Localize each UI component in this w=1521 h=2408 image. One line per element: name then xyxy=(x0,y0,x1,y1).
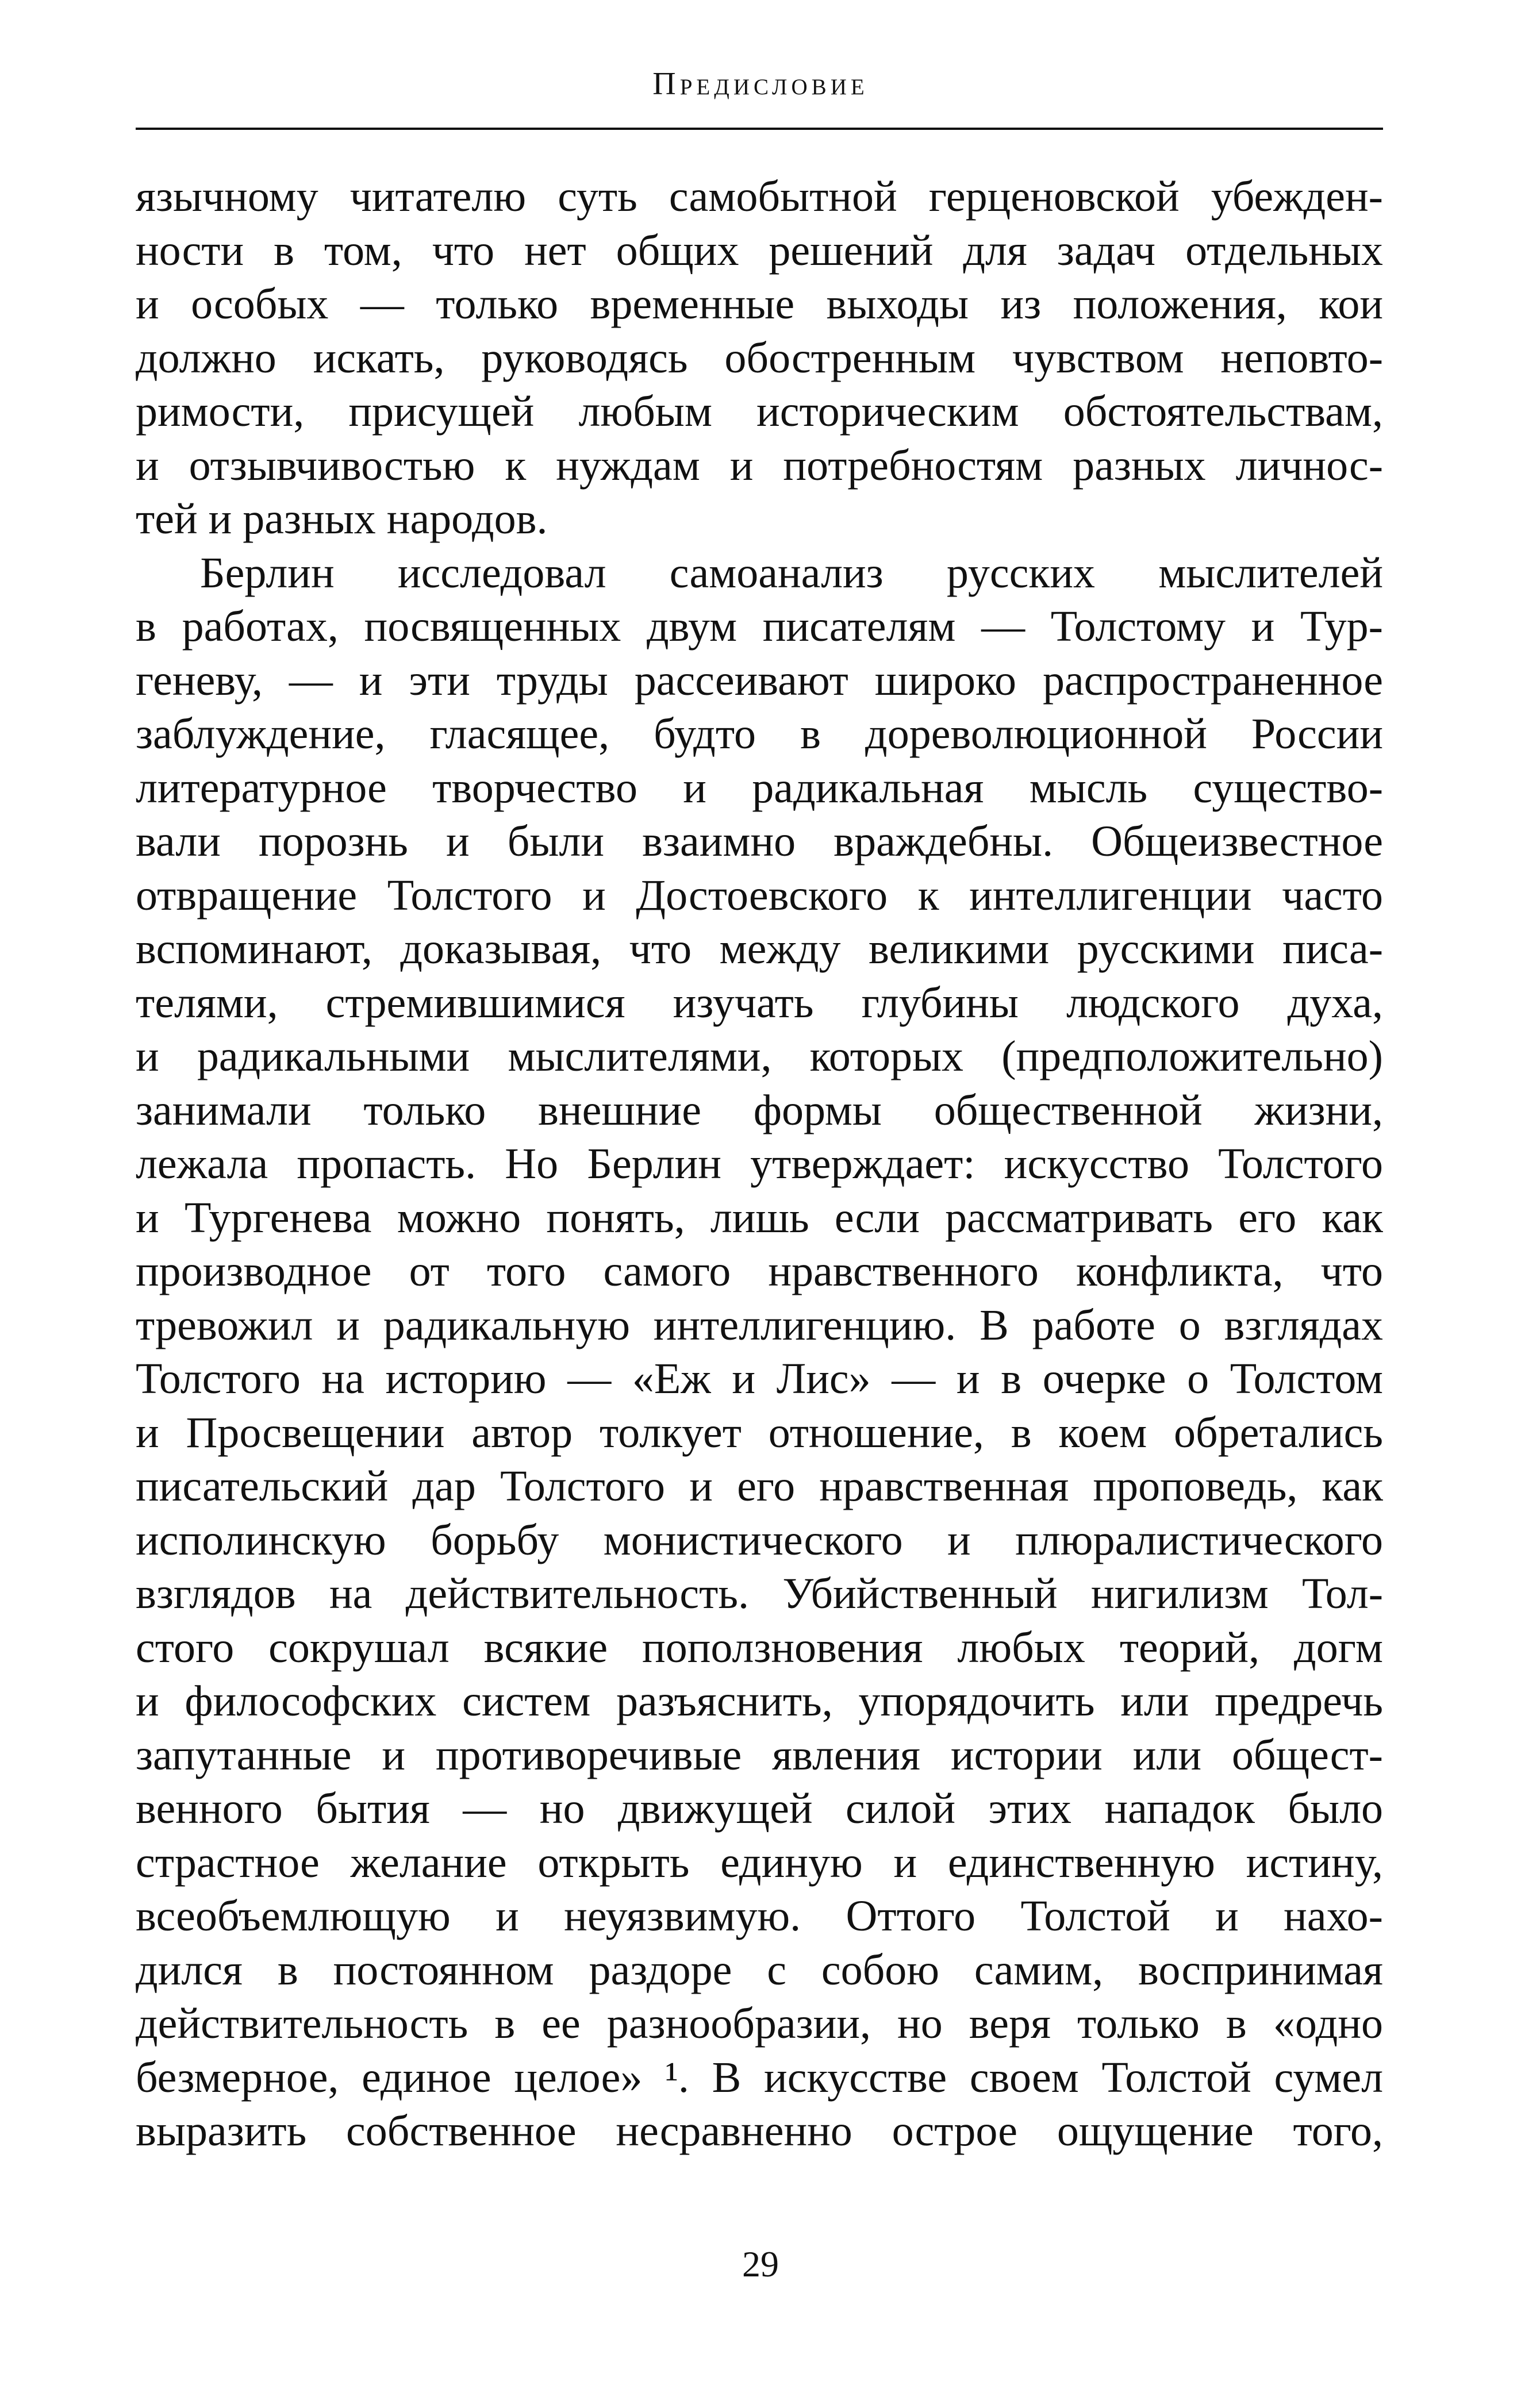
text-line: ности в том, что нет общих решений для задач отдельных xyxy=(136,226,1383,275)
text-line: в работах, посвященных двум писателям — Толстому и Тур- xyxy=(136,602,1383,651)
running-title: Предисловие xyxy=(652,66,869,102)
header-rule xyxy=(136,128,1383,130)
text-line: страстное желание открыть единую и единственную истину, xyxy=(136,1838,1383,1887)
text-line: всеобъемлющую и неуязвимую. Оттого Толстой и нахо- xyxy=(136,1892,1383,1940)
text-line: взглядов на действительность. Убийственный нигилизм Тол- xyxy=(136,1570,1383,1618)
text-line: и особых — только временные выходы из положения, кои xyxy=(136,280,1383,328)
text-line: римости, присущей любым историческим обстоятельствам, xyxy=(136,387,1383,436)
text-line: язычному читателю суть самобытной герценовской убежден- xyxy=(136,172,1383,221)
text-line: занимали только внешние формы общественной жизни, xyxy=(136,1086,1383,1134)
text-line: вспоминают, доказывая, что между великими русскими писа- xyxy=(136,925,1383,973)
text-line: и Тургенева можно понять, лишь если рассматривать его как xyxy=(136,1193,1383,1242)
text-line: тревожил и радикальную интеллигенцию. В работе о взглядах xyxy=(136,1301,1383,1349)
text-line: геневу, — и эти труды рассеивают широко распространенное xyxy=(136,656,1383,705)
text-line: производное от того самого нравственного конфликта, что xyxy=(136,1247,1383,1295)
text-line: литературное творчество и радикальная мысль существо- xyxy=(136,763,1383,812)
text-line: действительность в ее разнообразии, но веря только в «одно xyxy=(136,1999,1383,2048)
text-line: отвращение Толстого и Достоевского к интеллигенции часто xyxy=(136,871,1383,920)
text-line: заблуждение, гласящее, будто в дореволюционной России xyxy=(136,710,1383,758)
text-line: и отзывчивостью к нуждам и потребностям разных личнос- xyxy=(136,441,1383,490)
text-line: писательский дар Толстого и его нравственная проповедь, как xyxy=(136,1462,1383,1510)
text-line: вали порознь и были взаимно враждебны. Общеизвестное xyxy=(136,817,1383,866)
text-line: запутанные и противоречивые явления истории или общест- xyxy=(136,1730,1383,1779)
body-text xyxy=(136,170,1383,2159)
text-line: и философских систем разъяснить, упорядочить или предречь xyxy=(136,1677,1383,1725)
text-line: тей и разных народов. xyxy=(136,495,548,543)
text-line: Толстого на историю — «Еж и Лис» — и в очерке о Толстом xyxy=(136,1355,1383,1403)
text-line: и Просвещении автор толкует отношение, в коем обретались xyxy=(136,1408,1383,1457)
text-line: исполинскую борьбу монистического и плюралистического xyxy=(136,1515,1383,1564)
text-line: Берлин исследовал самоанализ русских мыслителей xyxy=(200,548,1383,597)
text-line: и радикальными мыслителями, которых (предположительно) xyxy=(136,1032,1383,1080)
text-line: стого сокрушал всякие поползновения любых теорий, догм xyxy=(136,1623,1383,1672)
text-line: лежала пропасть. Но Берлин утверждает: искусство Толстого xyxy=(136,1140,1383,1188)
text-line: венного бытия — но движущей силой этих нападок было xyxy=(136,1784,1383,1833)
text-line: должно искать, руководясь обостренным чувством неповто- xyxy=(136,333,1383,382)
page-number: 29 xyxy=(742,2244,779,2284)
text-line: телями, стремившимися изучать глубины людского духа, xyxy=(136,978,1383,1027)
text-line: выразить собственное несравненно острое ощущение того, xyxy=(136,2107,1383,2155)
text-line: дился в постоянном раздоре с собою самим, воспринимая xyxy=(136,1945,1383,1994)
text-line: безмерное, единое целое» ¹. В искусстве своем Толстой сумел xyxy=(136,2053,1383,2102)
